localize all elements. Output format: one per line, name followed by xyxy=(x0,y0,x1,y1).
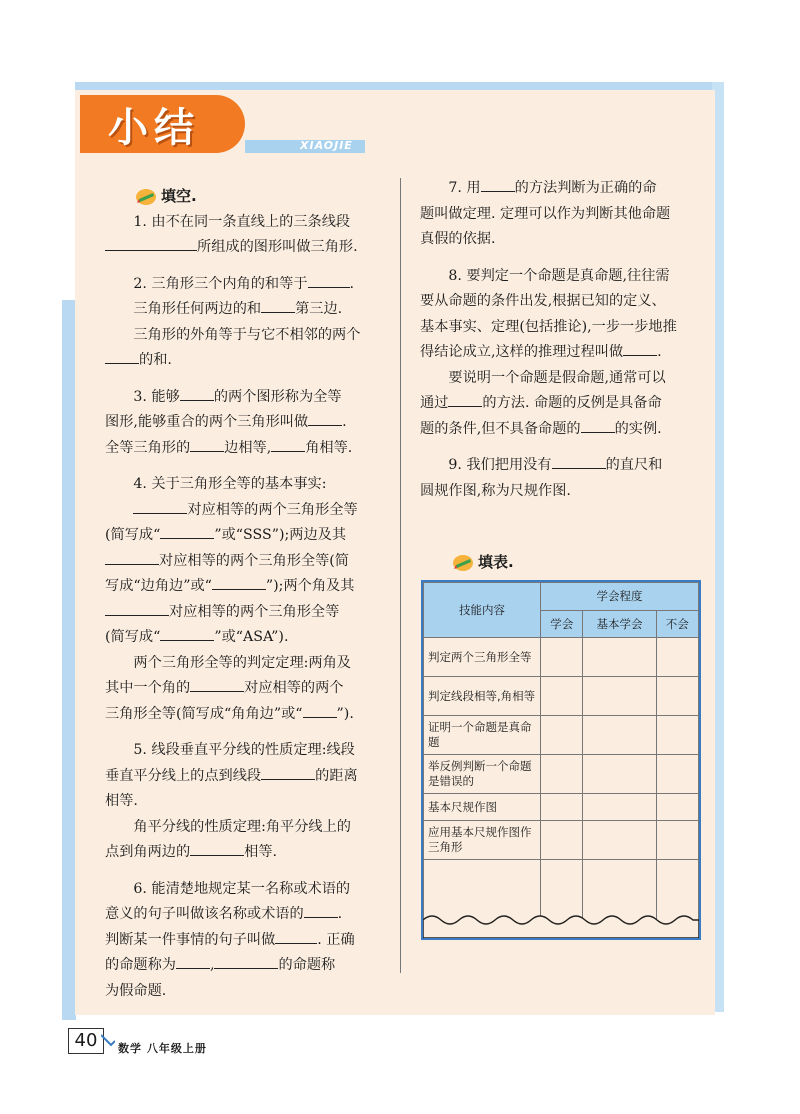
skills-table xyxy=(421,580,701,940)
pencil-badge-icon xyxy=(105,188,127,206)
table-heading-wrap xyxy=(422,550,707,576)
table-heading: 填表. xyxy=(422,550,707,576)
column-divider xyxy=(400,178,401,973)
table-row: 证明一个命题是真命题 xyxy=(424,716,699,755)
book-title: 数学 八年级上册 xyxy=(118,1042,207,1055)
left-column: 填空. 1. 由不在同一条直线上的三条线段 所组成的图形叫做三角形. 2. 三角形三个内角的和等于 . 三角形任何两边的和 第三边. 三角形的外角等于与它不相邻的两个 的和. 3. 能够 的两个图形称为全等 图形,能够重合的两个三角形叫做 . 全等三角形的 边相等, 角相等. 4. 关于三角形全等的基本事实: 对应相等的两个三角形全等 (简写成“ ”或“SSS”);两边及其 对应相等的两个三角形全等(简 写成“边角边”或“ ”);两个角及其 对应相等的两个三角形全等 (简写成“ ”或“ASA”). 两个三角形全等的判定定理:两角及 其中一个角的 对应相等的两个 三角形全等(简写成“角角边”或“ ”). 5. 线段垂直平分线的性质定理:线段 垂直平分线上的点到线段 的距离 相等. 角平分线的性质定理:角平分线上的 点到角两边的 相等. 6. 能清楚地规定某一名称或术语的 意义的句子叫做该名称或术语的 . 判断某一件事情的句子叫做 . 正确 的命题称为 , 的命题称 为假命题. xyxy=(105,184,390,1004)
table-row: 应用基本尺规作图作三角形 xyxy=(424,821,699,860)
header-skill: 技能内容 xyxy=(424,583,541,638)
torn-edge-wave xyxy=(423,912,699,938)
table-row: 判定两个三角形全等 xyxy=(424,638,699,677)
left-blue-strip xyxy=(62,300,76,1020)
header-level: 学会 xyxy=(541,610,583,638)
page-title: 小结 xyxy=(108,105,200,151)
page-subtitle: XIAOJIE xyxy=(300,139,353,152)
right-column: 7. 用 的方法判断为正确的命 题叫做定理. 定理可以作为判断其他命题 真假的依据. 8. 要判定一个命题是真命题,往往需 要从命题的条件出发,根据已知的定义、 基本事实、定理(包括推论),一步一步地推 得结论成立,这样的推理过程叫做 . 要说明一个命题是假命题,通常可以 通过 的方法. 命题的反例是具备命 题的条件,但不具备命题的 的实例. 9. 我们把用没有 的直尺和 圆规作图,称为尺规作图. xyxy=(420,176,705,504)
skills-grid xyxy=(423,582,699,935)
corner-arrow-icon xyxy=(101,1033,115,1047)
table-row: 判定线段相等,角相等 xyxy=(424,677,699,716)
header-level: 基本学会 xyxy=(583,610,656,638)
table-row: 基本尺规作图 xyxy=(424,794,699,821)
table-row: 举反例判断一个命题是错误的 xyxy=(424,755,699,794)
header-level: 不会 xyxy=(656,610,699,638)
fill-heading: 填空. xyxy=(105,184,390,210)
header-level-group: 学会程度 xyxy=(541,583,699,611)
pencil-badge-icon xyxy=(422,554,444,572)
page-number: 40 xyxy=(68,1028,104,1054)
